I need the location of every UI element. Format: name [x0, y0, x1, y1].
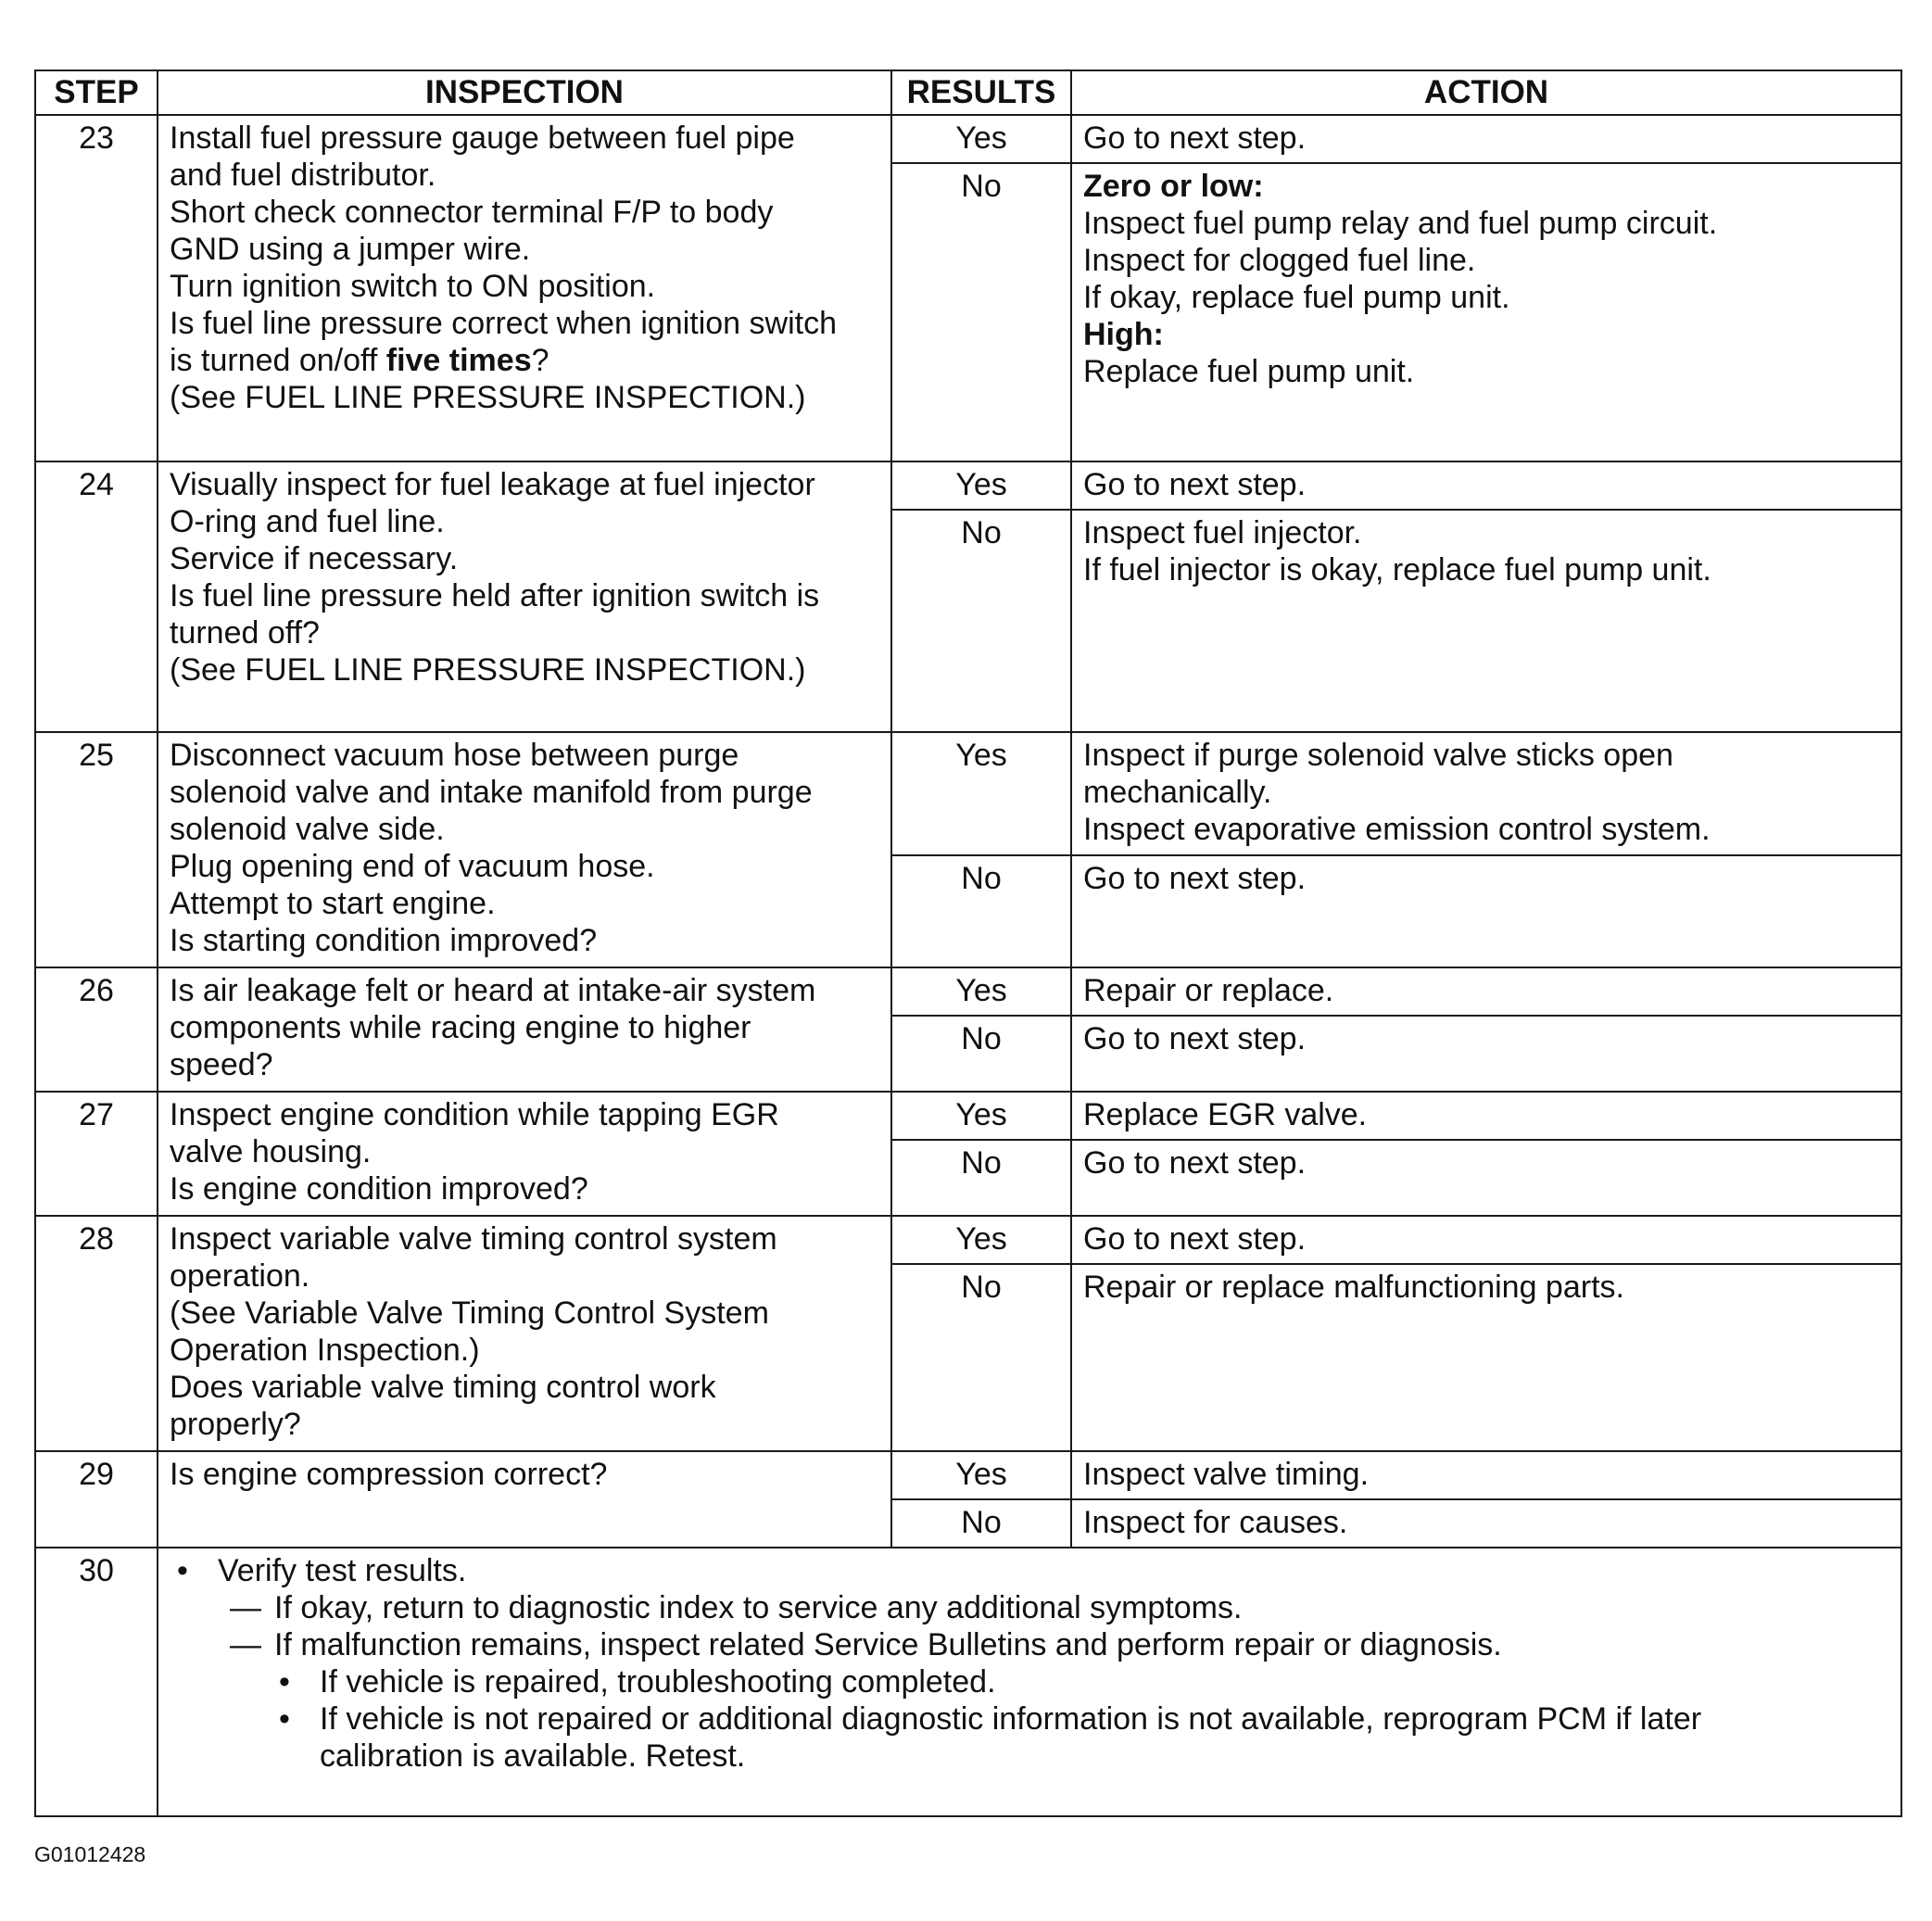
inspection-text: Install fuel pressure gauge between fuel pipe: [170, 120, 795, 156]
action-cell: [1071, 163, 1901, 461]
action-text: Go to next step.: [1083, 1021, 1307, 1057]
action-cell: [1071, 510, 1901, 732]
inspection-text: Is engine condition improved?: [170, 1171, 588, 1207]
action-text: Replace fuel pump unit.: [1083, 354, 1415, 389]
inspection-text: speed?: [170, 1047, 273, 1082]
inspection-text: Is air leakage felt or heard at intake-air system: [170, 973, 816, 1008]
action-text: Inspect evaporative emission control system.: [1083, 812, 1711, 847]
inspection-line: [170, 1369, 881, 1406]
inspection-cell: [158, 1216, 891, 1451]
inspection-line: [170, 379, 881, 416]
step-number: 28: [35, 1216, 158, 1451]
action-line: [1083, 316, 1891, 353]
inspection-line: [170, 1009, 881, 1046]
inspection-line: [170, 194, 881, 231]
action-line: [1083, 811, 1891, 848]
final-line: [177, 1663, 1891, 1700]
bullet-marker: •: [279, 1664, 290, 1700]
action-line: [1083, 1220, 1891, 1257]
inspection-text: valve housing.: [170, 1134, 372, 1169]
result-label: No: [891, 510, 1071, 732]
inspection-line: [170, 1456, 881, 1493]
inspection-text: O-ring and fuel line.: [170, 504, 445, 539]
action-text: Inspect valve timing.: [1083, 1457, 1370, 1492]
result-label: Yes: [891, 1092, 1071, 1140]
table-row: [35, 1451, 1901, 1499]
inspection-text-tail: ?: [531, 343, 549, 378]
action-cell: [1071, 967, 1901, 1016]
result-label: Yes: [891, 461, 1071, 510]
inspection-text: GND using a jumper wire.: [170, 232, 531, 267]
inspection-line: [170, 1295, 881, 1332]
inspection-line: [170, 922, 881, 959]
action-line: [1083, 353, 1891, 390]
result-label: No: [891, 163, 1071, 461]
inspection-text: solenoid valve and intake manifold from purge: [170, 775, 813, 810]
header-row: [35, 70, 1901, 115]
action-line: [1083, 205, 1891, 242]
action-text: If fuel injector is okay, replace fuel pump unit.: [1083, 552, 1711, 588]
action-cell: [1071, 855, 1901, 967]
action-line: [1083, 737, 1891, 774]
inspection-line: [170, 1220, 881, 1257]
step-number: 29: [35, 1451, 158, 1548]
action-cell: [1071, 1140, 1901, 1216]
inspection-text: components while racing engine to higher: [170, 1010, 751, 1045]
action-line: [1083, 774, 1891, 811]
inspection-text: Operation Inspection.): [170, 1333, 480, 1368]
inspection-text: Inspect variable valve timing control system: [170, 1221, 777, 1257]
bullet-marker: •: [177, 1553, 188, 1588]
result-label: No: [891, 855, 1071, 967]
action-text: mechanically.: [1083, 775, 1272, 810]
inspection-line: [170, 577, 881, 614]
inspection-line: [170, 268, 881, 305]
inspection-line: [170, 885, 881, 922]
action-text: Inspect fuel pump relay and fuel pump circuit.: [1083, 206, 1718, 241]
inspection-line: [170, 305, 881, 342]
table-row: [35, 461, 1901, 510]
inspection-line: [170, 848, 881, 885]
action-line: [1083, 551, 1891, 588]
inspection-line: [170, 1046, 881, 1083]
action-text: Inspect fuel injector.: [1083, 515, 1362, 550]
step-number: 30: [35, 1548, 158, 1816]
action-line: [1083, 972, 1891, 1009]
result-label: Yes: [891, 732, 1071, 855]
inspection-line: [170, 1133, 881, 1170]
action-text: Repair or replace malfunctioning parts.: [1083, 1270, 1624, 1305]
inspection-emphasis: five times: [385, 343, 532, 378]
figure-id: G01012428: [34, 1842, 146, 1866]
action-text: Go to next step.: [1083, 1221, 1307, 1257]
action-cell: [1071, 1499, 1901, 1548]
inspection-line: [170, 774, 881, 811]
dash-marker: —: [230, 1627, 261, 1662]
result-label: No: [891, 1499, 1071, 1548]
inspection-line: [170, 614, 881, 651]
result-label: Yes: [891, 967, 1071, 1016]
action-text: Replace EGR valve.: [1083, 1097, 1368, 1132]
inspection-line: [170, 503, 881, 540]
inspection-text: Turn ignition switch to ON position.: [170, 269, 656, 304]
inspection-cell: [158, 967, 891, 1092]
inspection-text: (See FUEL LINE PRESSURE INSPECTION.): [170, 380, 806, 415]
final-line: [177, 1738, 1891, 1775]
table-row: [35, 732, 1901, 855]
inspection-text: properly?: [170, 1407, 301, 1442]
inspection-text: operation.: [170, 1258, 310, 1294]
action-line: [1083, 279, 1891, 316]
action-line: [1083, 466, 1891, 503]
action-line: [1083, 120, 1891, 157]
inspection-text: Is fuel line pressure held after ignition switch is: [170, 578, 820, 613]
action-text: Repair or replace.: [1083, 973, 1334, 1008]
result-label: No: [891, 1264, 1071, 1451]
inspection-line: [170, 157, 881, 194]
step-number: 26: [35, 967, 158, 1092]
inspection-text: is turned on/off: [170, 343, 386, 378]
action-cell: [1071, 1264, 1901, 1451]
inspection-cell: [158, 115, 891, 461]
inspection-text: Disconnect vacuum hose between purge: [170, 738, 739, 773]
inspection-text: Visually inspect for fuel leakage at fuel injector: [170, 467, 815, 502]
action-text: Inspect for clogged fuel line.: [1083, 243, 1476, 278]
action-line: [1083, 1456, 1891, 1493]
inspection-line: [170, 972, 881, 1009]
inspection-line: [170, 466, 881, 503]
inspection-line: [170, 1332, 881, 1369]
inspection-line: [170, 1257, 881, 1295]
inspection-text: Is starting condition improved?: [170, 923, 598, 958]
inspection-text: (See Variable Valve Timing Control System: [170, 1295, 769, 1331]
inspection-cell: [158, 1092, 891, 1216]
table-body: [35, 115, 1901, 1816]
inspection-line: [170, 1170, 881, 1207]
inspection-text: turned off?: [170, 615, 320, 651]
table-row: [35, 1216, 1901, 1264]
result-label: Yes: [891, 1451, 1071, 1499]
action-cell: [1071, 461, 1901, 510]
action-cell: [1071, 115, 1901, 163]
result-label: Yes: [891, 1216, 1071, 1264]
inspection-line: [170, 1096, 881, 1133]
action-line: [1083, 514, 1891, 551]
action-text: Go to next step.: [1083, 467, 1307, 502]
inspection-cell: [158, 732, 891, 967]
inspection-text: Is fuel line pressure correct when ignition switch: [170, 306, 837, 341]
inspection-line: [170, 120, 881, 157]
step-number: 27: [35, 1092, 158, 1216]
result-label: No: [891, 1140, 1071, 1216]
action-text: Zero or low:: [1083, 169, 1264, 204]
inspection-text: Plug opening end of vacuum hose.: [170, 849, 655, 884]
action-line: [1083, 1269, 1891, 1306]
action-line: [1083, 1144, 1891, 1182]
inspection-cell: [158, 461, 891, 732]
action-text: Inspect for causes.: [1083, 1505, 1348, 1540]
inspection-text: and fuel distributor.: [170, 158, 436, 193]
bullet-marker: •: [279, 1701, 290, 1737]
action-cell: [1071, 1216, 1901, 1264]
inspection-text: solenoid valve side.: [170, 812, 445, 847]
final-line-text: calibration is available. Retest.: [320, 1738, 746, 1774]
inspection-text: Does variable valve timing control work: [170, 1370, 716, 1405]
final-line: [177, 1589, 1891, 1626]
action-cell: [1071, 1092, 1901, 1140]
action-cell: [1071, 1451, 1901, 1499]
action-text: Go to next step.: [1083, 120, 1307, 156]
step-number: 25: [35, 732, 158, 967]
header-action: ACTION: [1071, 70, 1901, 115]
step-number: 24: [35, 461, 158, 732]
header-results: RESULTS: [891, 70, 1071, 115]
inspection-line: [170, 1406, 881, 1443]
action-text: If okay, replace fuel pump unit.: [1083, 280, 1510, 315]
table-row: [35, 967, 1901, 1016]
inspection-text: Attempt to start engine.: [170, 886, 496, 921]
table-row: [35, 115, 1901, 163]
final-line-text: If okay, return to diagnostic index to service any additional symptoms.: [274, 1590, 1243, 1625]
action-line: [1083, 168, 1891, 205]
inspection-cell: [158, 1451, 891, 1548]
action-line: [1083, 1504, 1891, 1541]
inspection-line: [170, 737, 881, 774]
inspection-line: [170, 231, 881, 268]
header-inspection: INSPECTION: [158, 70, 891, 115]
action-text: Go to next step.: [1083, 861, 1307, 897]
action-line: [1083, 1020, 1891, 1057]
final-line: [177, 1700, 1891, 1738]
final-line-text: If vehicle is not repaired or additional diagnostic information is not available, reprogram PCM if later: [320, 1701, 1702, 1737]
inspection-line: [170, 811, 881, 848]
action-line: [1083, 1096, 1891, 1133]
final-step-cell: [158, 1548, 1901, 1816]
final-line-text: If vehicle is repaired, troubleshooting completed.: [320, 1664, 996, 1700]
action-text: Go to next step.: [1083, 1145, 1307, 1182]
final-line-text: If malfunction remains, inspect related Service Bulletins and perform repair or diagnosis.: [274, 1627, 1502, 1662]
inspection-text: Short check connector terminal F/P to body: [170, 195, 774, 230]
step-number: 23: [35, 115, 158, 461]
action-cell: [1071, 1016, 1901, 1092]
inspection-text: Service if necessary.: [170, 541, 459, 576]
inspection-line: [170, 342, 881, 379]
result-label: No: [891, 1016, 1071, 1092]
action-cell: [1071, 732, 1901, 855]
action-text: High:: [1083, 317, 1164, 352]
dash-marker: —: [230, 1590, 261, 1625]
inspection-text: (See FUEL LINE PRESSURE INSPECTION.): [170, 652, 806, 688]
final-line: [177, 1626, 1891, 1663]
inspection-line: [170, 540, 881, 577]
inspection-text: Inspect engine condition while tapping EGR: [170, 1097, 779, 1132]
result-label: Yes: [891, 115, 1071, 163]
final-line: [177, 1552, 1891, 1589]
inspection-text: Is engine compression correct?: [170, 1457, 608, 1492]
diagnostic-table: [34, 70, 1902, 1817]
final-line-text: Verify test results.: [218, 1553, 467, 1588]
action-line: [1083, 860, 1891, 897]
inspection-line: [170, 651, 881, 689]
final-row: [35, 1548, 1901, 1816]
header-step: STEP: [35, 70, 158, 115]
action-text: Inspect if purge solenoid valve sticks open: [1083, 738, 1673, 773]
action-line: [1083, 242, 1891, 279]
table-row: [35, 1092, 1901, 1140]
